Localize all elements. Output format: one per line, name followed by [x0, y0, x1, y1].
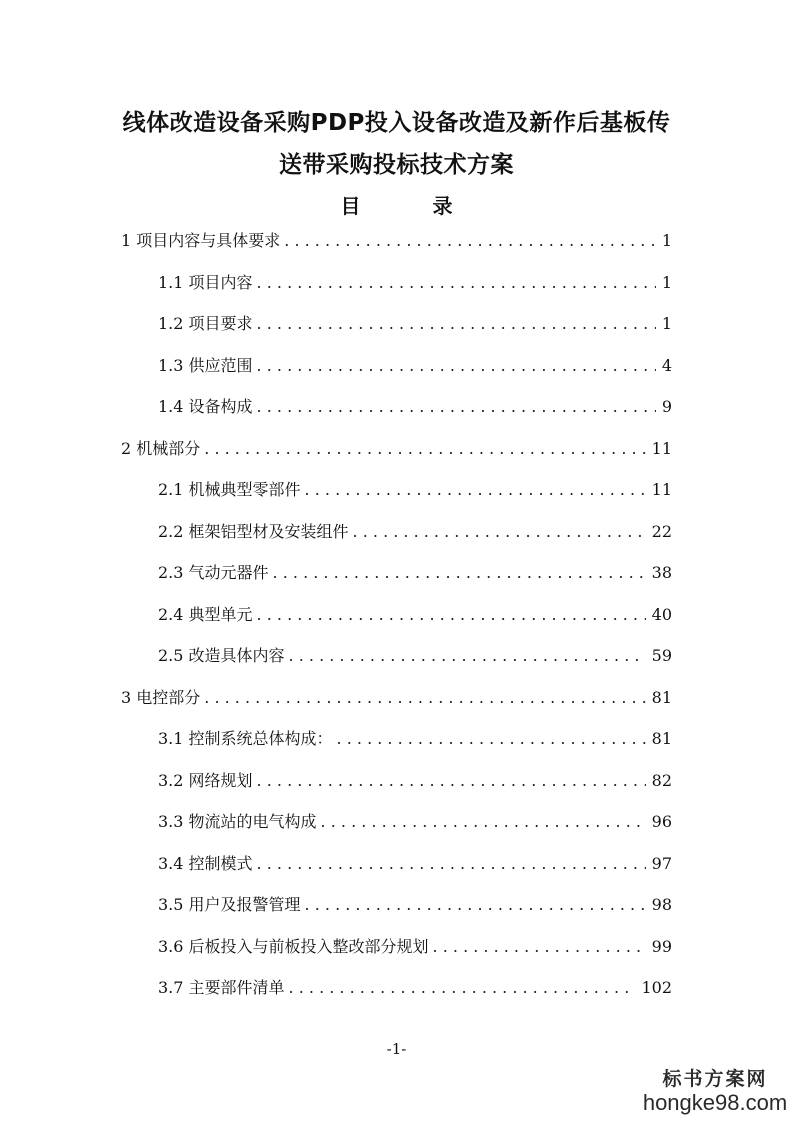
toc-dot-leader: [257, 356, 656, 375]
toc-dot-leader: [289, 978, 636, 997]
toc-entry-label: 3.2 网络规划: [158, 771, 253, 790]
toc-entry-page: 11: [651, 480, 672, 499]
toc-entry-page: 22: [651, 522, 672, 541]
toc-entry[interactable]: [158, 477, 672, 501]
watermark-logo: [640, 1068, 790, 1116]
watermark-name: 标书方案网: [662, 1068, 768, 1090]
toc-entry-page: 1: [661, 314, 672, 333]
toc-entry[interactable]: [158, 809, 672, 833]
toc-dot-leader: [204, 688, 645, 707]
toc-entry-label: 2.4 典型单元: [158, 605, 253, 624]
toc-entry[interactable]: [121, 228, 672, 252]
toc-entry-label: 3.5 用户及报警管理: [158, 895, 301, 914]
toc-entry-page: 82: [651, 771, 672, 790]
toc-entry[interactable]: [158, 975, 672, 999]
toc-entry[interactable]: [158, 768, 672, 792]
toc-dot-leader: [257, 771, 646, 790]
toc-dot-leader: [284, 231, 656, 250]
toc-dot-leader: [204, 439, 645, 458]
toc-entry-page: 81: [651, 729, 672, 748]
toc-entry-page: 40: [651, 605, 672, 624]
toc-entry-label: 1.4 设备构成: [158, 397, 253, 416]
toc-entry-label: 3 电控部分: [121, 688, 201, 707]
toc-entry-label: 2.5 改造具体内容: [158, 646, 285, 665]
toc-dot-leader: [433, 937, 646, 956]
toc-entry[interactable]: [158, 892, 672, 916]
toc-entry-label: 1.2 项目要求: [158, 314, 253, 333]
toc-entry-page: 4: [661, 356, 672, 375]
toc-dot-leader: [305, 480, 646, 499]
toc-entry[interactable]: [158, 934, 672, 958]
toc-entry-label: 2.2 框架铝型材及安装组件: [158, 522, 349, 541]
toc-dot-leader: [257, 273, 656, 292]
toc-entry-page: 102: [641, 978, 672, 997]
toc-entry-label: 3.6 后板投入与前板投入整改部分规划: [158, 937, 429, 956]
toc-entry-page: 38: [651, 563, 672, 582]
toc-entry[interactable]: [121, 685, 672, 709]
toc-dot-leader: [257, 314, 656, 333]
toc-entry[interactable]: [158, 560, 672, 584]
toc-entry-label: 2 机械部分: [121, 439, 201, 458]
toc-dot-leader: [273, 563, 646, 582]
toc-entry[interactable]: [158, 311, 672, 335]
toc-entry[interactable]: [158, 519, 672, 543]
toc-dot-leader: [321, 812, 646, 831]
toc-entry-label: 1.3 供应范围: [158, 356, 253, 375]
toc-entry[interactable]: [158, 394, 672, 418]
toc-dot-leader: [257, 605, 646, 624]
toc-entry-page: 1: [661, 273, 672, 292]
toc-dot-leader: [353, 522, 646, 541]
toc-entry[interactable]: [158, 353, 672, 377]
toc-entry-page: 1: [661, 231, 672, 250]
toc-entry-label: 3.4 控制模式: [158, 854, 253, 873]
toc-dot-leader: [337, 729, 646, 748]
toc-entry-label: 3.3 物流站的电气构成: [158, 812, 317, 831]
toc-heading: 目 录: [340, 194, 479, 218]
toc-entry[interactable]: [158, 726, 672, 750]
toc-entry-label: 1 项目内容与具体要求: [121, 231, 281, 250]
toc-entry-label: 3.1 控制系统总体构成：: [158, 729, 333, 748]
toc-dot-leader: [305, 895, 646, 914]
toc-entry-label: 2.1 机械典型零部件: [158, 480, 301, 499]
toc-dot-leader: [257, 854, 646, 873]
toc-dot-leader: [289, 646, 646, 665]
page-number: -1-: [386, 1040, 407, 1058]
toc-entry[interactable]: [158, 270, 672, 294]
toc-entry[interactable]: [158, 643, 672, 667]
toc-entry-page: 97: [651, 854, 672, 873]
toc-entry[interactable]: [158, 602, 672, 626]
toc-entry-page: 96: [651, 812, 672, 831]
toc-entry-page: 81: [651, 688, 672, 707]
toc-entry-page: 59: [651, 646, 672, 665]
title-line-1: 线体改造设备采购PDP投入设备改造及新作后基板传: [122, 110, 671, 136]
title-line-2: 送带采购投标技术方案: [279, 152, 514, 178]
toc-entry-page: 99: [651, 937, 672, 956]
toc-entry-label: 1.1 项目内容: [158, 273, 253, 292]
toc-entry[interactable]: [158, 851, 672, 875]
toc-entry-page: 11: [651, 439, 672, 458]
toc-entry-label: 2.3 气动元器件: [158, 563, 269, 582]
toc-entry[interactable]: [121, 436, 672, 460]
toc-entry-page: 98: [651, 895, 672, 914]
watermark-url: hongke98.com: [642, 1090, 788, 1115]
toc-entry-label: 3.7 主要部件清单: [158, 978, 285, 997]
toc-entry-page: 9: [661, 397, 672, 416]
toc-dot-leader: [257, 397, 656, 416]
